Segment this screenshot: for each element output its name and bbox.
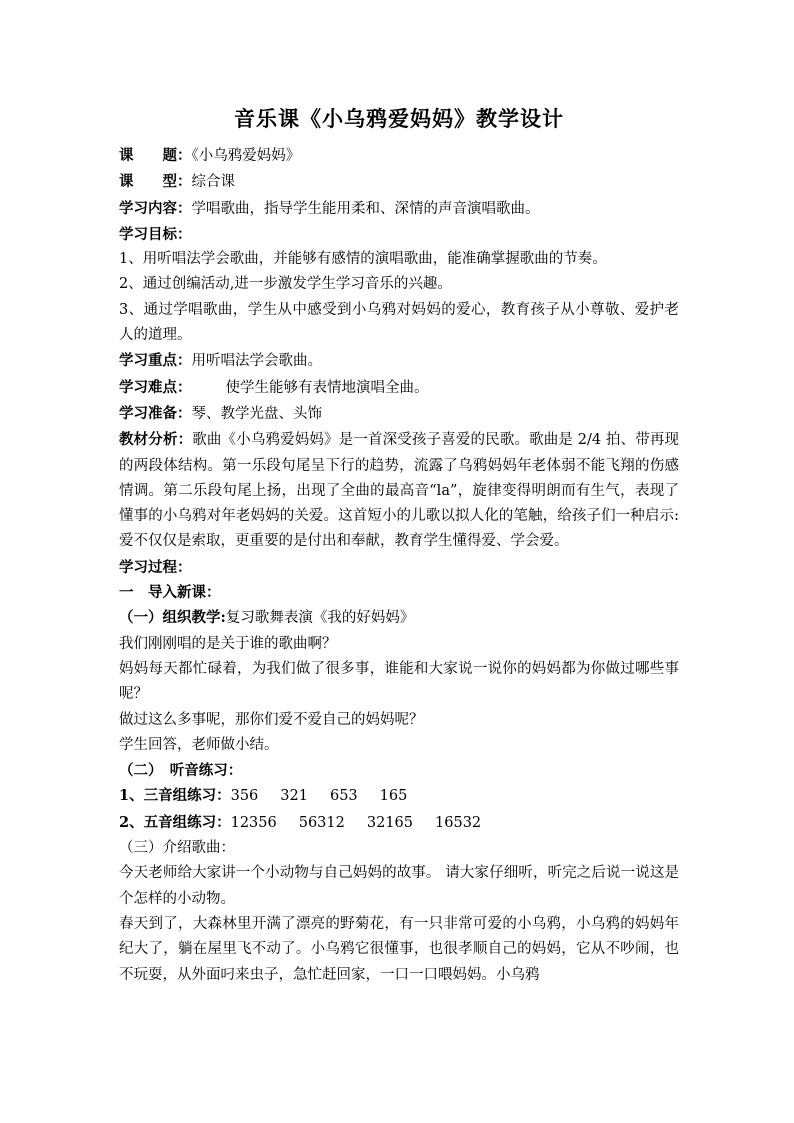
sub-1-value: 复习歌舞表演《我的好妈妈》 [225,610,415,627]
three-tone-3: 653 [329,788,358,805]
three-tone-line [119,783,679,809]
content-label: 学习内容： [119,199,192,217]
content-value: 学唱歌曲，指导学生能用柔和、深情的声音演唱歌曲。 [191,200,540,217]
type-line [119,169,679,195]
document-body [119,103,679,988]
sub-3-text-1: 今天老师给大家讲一个小动物与自己妈妈的故事。 请大家仔细听，听完之后说一说这是个怎样的小动物。 [119,865,679,907]
three-tone-label: 1、三音组练习： [119,787,231,805]
preparation-label: 学习准备： [119,404,192,422]
goal-item-3: 3、通过学唱歌曲，学生从中感受到小乌鸦对妈妈的爱心，教育孩子从小尊敬、爱护老人的道理。 [119,301,679,344]
goal-item-2: 2、通过创编活动,进一步激发学生学习音乐的兴趣。 [119,276,452,293]
three-tone-2: 321 [280,788,308,805]
preparation-line [119,401,679,427]
difficulty-value: 使学生能够有表情地演唱全曲。 [225,379,429,396]
type-label: 课 型： [119,173,192,191]
five-tone-2: 56312 [298,814,345,831]
content-line [119,196,679,222]
section-1-heading: 一 导入新课： [119,584,221,602]
key-point-label: 学习重点： [119,352,192,370]
sub-3-text-2: 春天到了，大森林里开满了漂亮的野菊花，有一只非常可爱的小乌鸦，小乌鸦的妈妈年纪大了，躺在屋里飞不动了。小乌鸦它很懂事，也很孝顺自己的妈妈，它从不吵闹，也不玩耍，从外面叼来虫子，急忙赶回家，一口一口喂妈妈。小乌鸦 [119,915,679,983]
five-tone-4: 16532 [435,814,482,831]
topic-label: 课 题： [119,147,192,164]
goal-item-1: 1、用听唱法学会歌曲，并能够有感情的演唱歌曲，能准确掌握歌曲的节奏。 [119,251,607,268]
key-point-value: 用听唱法学会歌曲。 [191,353,322,370]
sub-2-heading: （二） 听音练习： [119,762,243,780]
analysis-value: 歌曲《小乌鸦爱妈妈》是一首深受孩子喜爱的民歌。歌曲是 2/4 拍、带再现的两段体结构。第一乐段句尾呈下行的趋势，流露了乌鸦妈妈年老体弱不能飞翔的伤感情调。第二乐段句尾上扬，出现了全曲的最高音“la”，旋律变得明朗而有生气，表现了懂事的小乌鸦对年老妈妈的关爱。这首短小的儿歌以拟人化的笔触，给孩子们一种启示: 爱不仅仅是索取，更重要的是付出和奉献，教育学生懂得爱、学会爱。 [119,432,679,550]
five-tone-line [119,810,679,836]
sub-1-text-3: 做过这么多事呢，那你们爱不爱自己的妈妈呢？ [119,711,424,728]
three-tone-1: 356 [230,788,259,805]
analysis-label: 教材分析： [119,431,193,449]
process-heading: 学习过程： [119,558,192,576]
three-tone-4: 165 [379,788,408,805]
type-value: 综合课 [191,174,235,191]
preparation-value: 琴、教学光盘、头饰 [191,405,322,422]
topic-line [119,143,679,169]
document-title: 音乐课《小乌鸦爱妈妈》教学设计 [234,106,564,131]
sub-1-line [119,605,679,631]
sub-1-label: （一）组织教学: [119,609,226,627]
key-point-line [119,348,679,374]
five-tone-1: 12356 [230,814,277,831]
sub-3-heading: （三）介绍歌曲： [119,840,235,857]
difficulty-label: 学习难点： [119,378,192,396]
sub-1-text-2: 妈妈每天都忙碌着，为我们做了很多事，谁能和大家说一说你的妈妈都为你做过哪些事呢？ [119,660,679,703]
difficulty-line [119,375,679,401]
analysis-paragraph [119,427,679,554]
sub-1-text-1: 我们刚刚唱的是关于谁的歌曲啊？ [119,635,337,652]
goals-heading: 学习目标： [119,225,192,243]
five-tone-3: 32165 [366,814,414,831]
sub-1-text-4: 学生回答，老师做小结。 [119,736,279,753]
five-tone-label: 2、五音组练习： [119,813,231,831]
topic-value: 《小乌鸦爱妈妈》 [191,148,301,164]
